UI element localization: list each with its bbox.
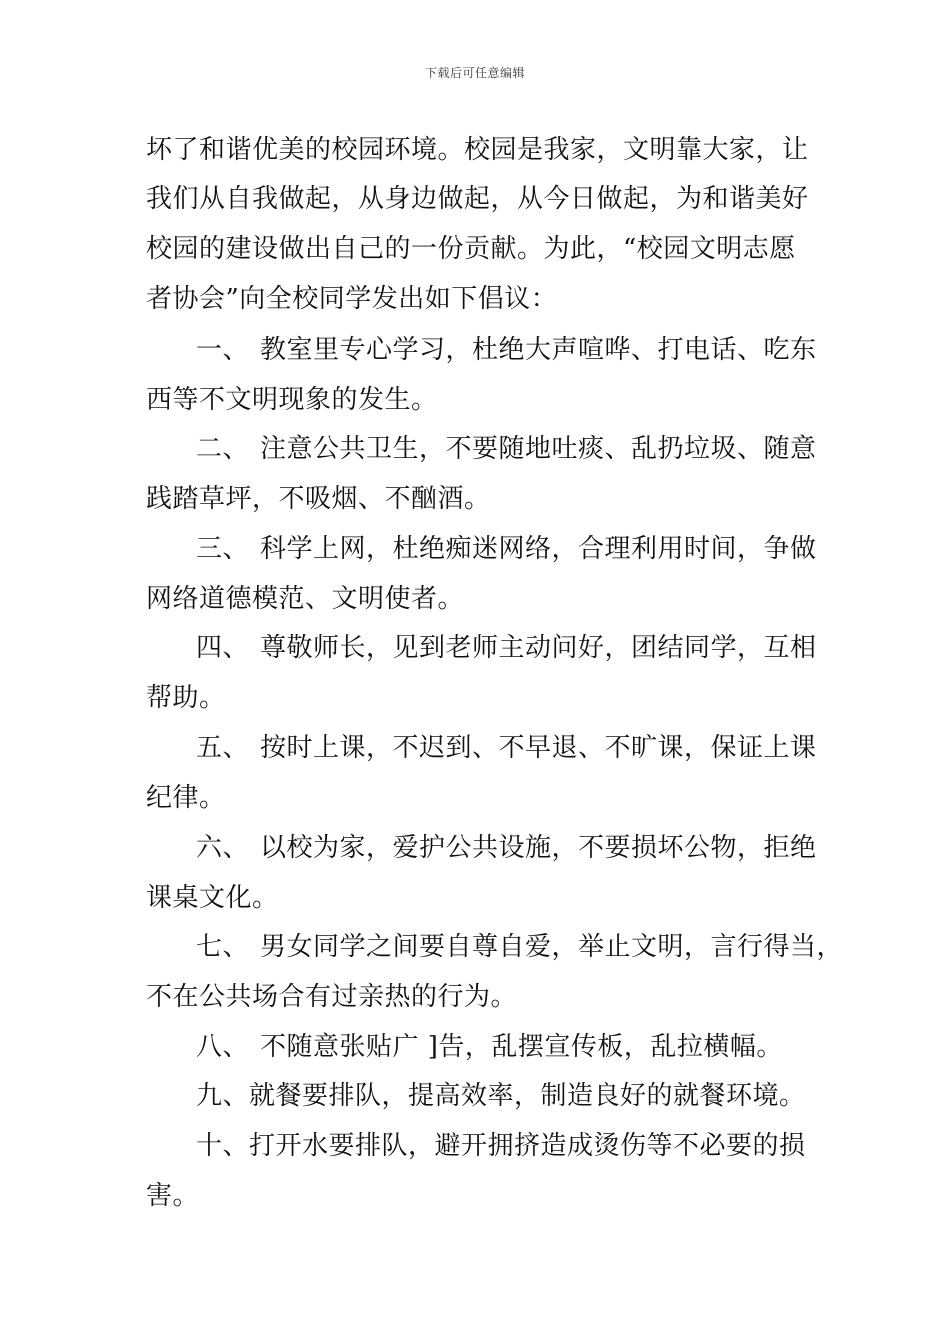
proposal-3-cont: 网络道德模范、文明使者。 xyxy=(146,584,465,614)
proposal-5 xyxy=(196,733,817,763)
proposal-text: 尊敬师长，见到老师主动问好，团结同学，互相 xyxy=(260,633,817,663)
proposal-number: 二、 xyxy=(196,434,250,464)
page-header: 下载后可任意编辑 xyxy=(424,66,525,80)
intro-line-2: 我们从自我做起，从身边做起，从今日做起，为和谐美好 xyxy=(146,184,809,214)
proposal-10: 十、打开水要排队，避开拥挤造成烫伤等不必要的损 xyxy=(196,1131,806,1161)
proposal-number: 四、 xyxy=(196,633,250,663)
proposal-1-cont: 西等不文明现象的发生。 xyxy=(146,385,438,415)
proposal-5-cont: 纪律。 xyxy=(146,783,226,813)
proposal-number: 七、 xyxy=(196,932,250,962)
proposal-number: 八、 xyxy=(196,1032,250,1062)
intro-line-3: 校园的建设做出自己的一份贡献。为此，“校园文明志愿 xyxy=(146,234,796,264)
proposal-number: 三、 xyxy=(196,534,250,564)
proposal-text: 教室里专心学习，杜绝大声喧哗、打电话、吃东 xyxy=(260,335,817,365)
proposal-8 xyxy=(196,1032,783,1062)
intro-line-4: 者协会”向全校同学发出如下倡议： xyxy=(146,284,558,314)
proposal-2 xyxy=(196,434,817,464)
proposal-6-cont: 课桌文化。 xyxy=(146,883,279,913)
proposal-text: 按时上课，不迟到、不早退、不旷课，保证上课 xyxy=(260,733,817,763)
proposal-10-cont: 害。 xyxy=(146,1181,200,1211)
proposal-text: 注意公共卫生，不要随地吐痰、乱扔垃圾、随意 xyxy=(260,434,817,464)
proposal-text: 男女同学之间要自尊自爱，举止文明，言行得当， xyxy=(260,932,844,962)
proposal-number: 一、 xyxy=(196,335,250,365)
proposal-text: 以校为家，爱护公共设施，不要损坏公物，拒绝 xyxy=(260,833,817,863)
proposal-7-cont: 不在公共场合有过亲热的行为。 xyxy=(146,982,518,1012)
intro-line-1: 坏了和谐优美的校园环境。校园是我家，文明靠大家，让 xyxy=(146,135,809,165)
proposal-number: 六、 xyxy=(196,833,250,863)
proposal-1 xyxy=(196,335,817,365)
proposal-text: 不随意张贴广 ]告，乱摆宣传板，乱拉横幅。 xyxy=(260,1032,783,1062)
proposal-6 xyxy=(196,833,817,863)
proposal-4-cont: 帮助。 xyxy=(146,683,226,713)
proposal-4 xyxy=(196,633,817,663)
proposal-3 xyxy=(196,534,817,564)
proposal-number: 五、 xyxy=(196,733,250,763)
proposal-7 xyxy=(196,932,843,962)
proposal-text: 科学上网，杜绝痴迷网络，合理利用时间，争做 xyxy=(260,534,817,564)
proposal-9: 九、就餐要排队，提高效率，制造良好的就餐环境。 xyxy=(196,1081,806,1111)
proposal-2-cont: 践踏草坪，不吸烟、不酗酒。 xyxy=(146,484,491,514)
